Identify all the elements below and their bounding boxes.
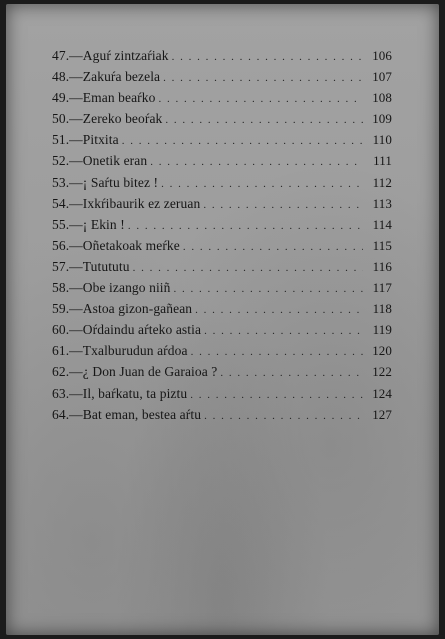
toc-entry: [52, 343, 392, 364]
dot-leader: [128, 220, 363, 232]
toc-entry: [52, 386, 392, 407]
toc-entry: [52, 259, 392, 280]
dot-leader: [191, 346, 363, 358]
toc-entry-title: 56.—Oñetakoak meŕke: [52, 237, 180, 253]
toc-page-number: 113: [372, 195, 392, 211]
toc-entry-title: 59.—Astoa gizon-gañean: [52, 301, 193, 317]
dot-leader: [172, 51, 363, 63]
toc-entry-title: 60.—Oŕdaindu aŕteko astia: [52, 322, 202, 338]
toc-page-number: 122: [372, 364, 392, 380]
toc-entry-title: 47.—Aguŕ zintzaŕiak: [52, 48, 169, 63]
toc-page-number: 115: [372, 237, 392, 253]
toc-page-number: 117: [372, 280, 392, 296]
toc-page-number: 111: [373, 153, 392, 169]
toc-entry-title: 55.—¡ Ekin !: [52, 216, 125, 232]
toc-entry: [52, 364, 392, 385]
dot-leader: [163, 72, 363, 84]
toc-page-number: 116: [372, 258, 392, 274]
toc-entry: [52, 217, 392, 238]
toc-entry: [52, 153, 392, 174]
toc-page-number: 124: [372, 385, 392, 401]
toc-entry: [52, 407, 392, 428]
dot-leader: [220, 367, 363, 379]
toc-entry-title: 64.—Bat eman, bestea aŕtu: [52, 406, 202, 422]
toc-entry-title: 51.—Pitxita: [52, 132, 119, 148]
dot-leader: [161, 178, 363, 190]
dot-leader: [165, 114, 363, 126]
toc-entry: [52, 301, 392, 322]
toc-entry: [52, 175, 392, 196]
toc-entry-title: 48.—Zakuŕa bezela: [52, 69, 161, 85]
toc-entry-title: 54.—Ixkŕibaurik ez zeruan: [52, 195, 201, 211]
toc-page-number: 118: [372, 301, 392, 317]
toc-entry-title: 58.—Obe izango niiñ: [52, 280, 171, 296]
dot-leader: [122, 135, 363, 147]
toc-entry-title: 63.—Il, baŕkatu, ta piztu: [52, 385, 188, 401]
toc-page-number: 107: [372, 69, 392, 85]
toc-entry: [52, 132, 392, 153]
toc-page-number: 106: [372, 48, 392, 63]
toc-page-number: 127: [372, 406, 392, 422]
dot-leader: [204, 410, 363, 422]
toc-entry: [52, 48, 392, 69]
toc-entry: [52, 69, 392, 90]
toc-entry: [52, 322, 392, 343]
dot-leader: [150, 156, 363, 168]
toc-entry-title: 57.—Tutututu: [52, 258, 130, 274]
toc-page-number: 109: [372, 111, 392, 127]
toc-entry: [52, 238, 392, 259]
toc-page-number: 112: [372, 174, 392, 190]
toc-entry-title: 52.—Onetik eran: [52, 153, 148, 169]
dot-leader: [183, 241, 363, 253]
toc-page-number: 108: [372, 90, 392, 106]
dot-leader: [133, 262, 363, 274]
toc-entry-title: 50.—Zereko beoŕak: [52, 111, 163, 127]
toc-entry-title: 61.—Txalburudun aŕdoa: [52, 343, 188, 359]
toc-entry-title: 49.—Eman beaŕko: [52, 90, 156, 106]
toc-entry-title: 53.—¡ Saŕtu bitez !: [52, 174, 159, 190]
dot-leader: [190, 389, 363, 401]
toc-entry: [52, 111, 392, 132]
dot-leader: [195, 304, 363, 316]
toc-entry: [52, 90, 392, 111]
toc-page-number: 110: [372, 132, 392, 148]
toc-entry: [52, 280, 392, 301]
toc-entry-title: 62.—¿ Don Juan de Garaioa ?: [52, 364, 218, 380]
dot-leader: [158, 93, 363, 105]
dot-leader: [174, 283, 363, 295]
toc-entry: [52, 196, 392, 217]
toc-page-number: 119: [372, 322, 392, 338]
dot-leader: [204, 325, 363, 337]
dot-leader: [203, 199, 363, 211]
toc-page-number: 120: [372, 343, 392, 359]
table-of-contents: [52, 48, 392, 428]
book-page: [6, 4, 439, 635]
toc-page-number: 114: [372, 216, 392, 232]
